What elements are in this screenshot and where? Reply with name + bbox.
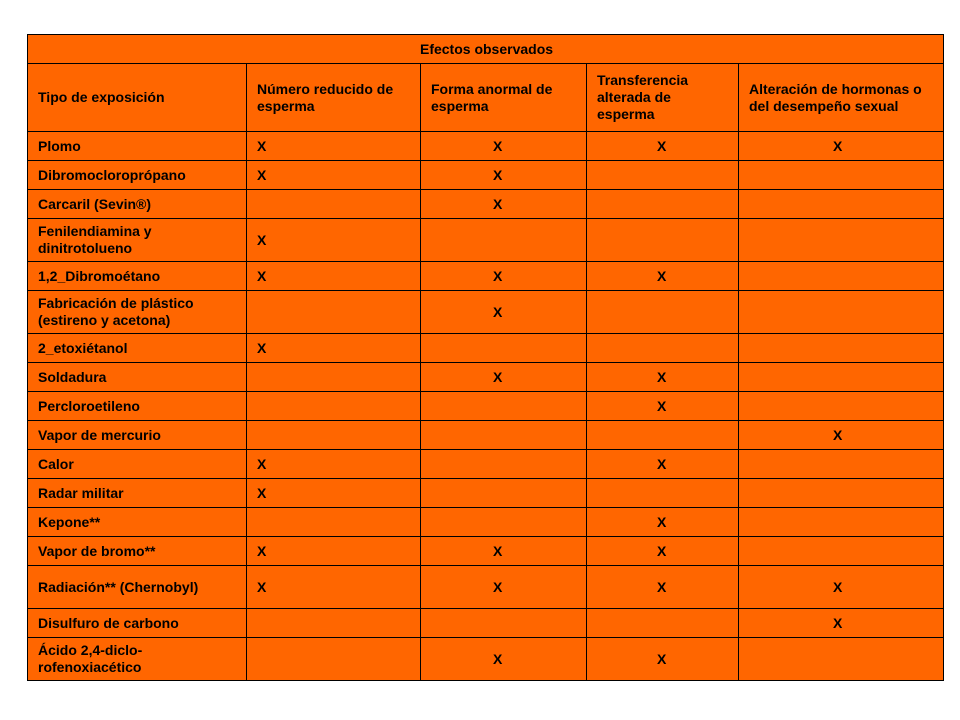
title-row — [28, 35, 944, 64]
effect-mark-cell: X — [247, 479, 421, 508]
table-title: Efectos observados — [28, 35, 944, 64]
table-row — [28, 609, 944, 638]
effect-mark-cell — [247, 392, 421, 421]
table-row — [28, 450, 944, 479]
effect-mark-cell — [247, 421, 421, 450]
effect-mark-cell: X — [421, 363, 587, 392]
header-reduced-sperm-count: Número reducido de esperma — [247, 64, 421, 132]
exposure-cell: Fabricación de plástico (estireno y acetona) — [28, 291, 247, 334]
exposure-cell: Percloroetileno — [28, 392, 247, 421]
table-row — [28, 262, 944, 291]
effect-mark-cell: X — [247, 132, 421, 161]
effect-mark-cell: X — [587, 537, 739, 566]
effect-mark-cell — [247, 638, 421, 681]
effect-mark-cell: X — [739, 566, 944, 609]
exposure-cell: 2_etoxiétanol — [28, 334, 247, 363]
exposure-cell: Ácido 2,4-diclo-rofenoxiacético — [28, 638, 247, 681]
exposure-cell: Disulfuro de carbono — [28, 609, 247, 638]
effect-mark-cell — [247, 291, 421, 334]
table-row — [28, 291, 944, 334]
effect-mark-cell: X — [587, 392, 739, 421]
effect-mark-cell: X — [247, 161, 421, 190]
effect-mark-cell — [739, 479, 944, 508]
effect-mark-cell — [587, 334, 739, 363]
effect-mark-cell: X — [587, 566, 739, 609]
effect-mark-cell — [587, 421, 739, 450]
exposure-cell: Radar militar — [28, 479, 247, 508]
effect-mark-cell — [421, 508, 587, 537]
effect-mark-cell: X — [421, 132, 587, 161]
effect-mark-cell: X — [421, 638, 587, 681]
effect-mark-cell — [421, 219, 587, 262]
table-row — [28, 161, 944, 190]
effect-mark-cell: X — [587, 132, 739, 161]
effect-mark-cell: X — [247, 219, 421, 262]
exposure-cell: Fenilendiamina y dinitrotolueno — [28, 219, 247, 262]
exposure-cell: Carcaril (Sevin®) — [28, 190, 247, 219]
effect-mark-cell — [587, 479, 739, 508]
exposure-cell: Dibromocloroprópano — [28, 161, 247, 190]
effect-mark-cell: X — [587, 363, 739, 392]
effect-mark-cell — [421, 392, 587, 421]
table-row — [28, 479, 944, 508]
exposure-cell: Vapor de mercurio — [28, 421, 247, 450]
effect-mark-cell: X — [587, 262, 739, 291]
effect-mark-cell: X — [739, 132, 944, 161]
effect-mark-cell — [739, 508, 944, 537]
effect-mark-cell: X — [421, 537, 587, 566]
effects-table — [27, 34, 944, 681]
effect-mark-cell: X — [247, 262, 421, 291]
effect-mark-cell — [421, 450, 587, 479]
effect-mark-cell — [739, 638, 944, 681]
exposure-cell: Kepone** — [28, 508, 247, 537]
header-altered-sperm-transfer: Transferencia alterada de esperma — [587, 64, 739, 132]
table-row — [28, 638, 944, 681]
effect-mark-cell — [587, 291, 739, 334]
effect-mark-cell — [739, 392, 944, 421]
effect-mark-cell — [739, 291, 944, 334]
exposure-cell: Calor — [28, 450, 247, 479]
effect-mark-cell: X — [739, 609, 944, 638]
effect-mark-cell: X — [247, 537, 421, 566]
table-row — [28, 132, 944, 161]
table-body — [28, 35, 944, 681]
effect-mark-cell — [739, 450, 944, 479]
effect-mark-cell — [587, 219, 739, 262]
exposure-cell: 1,2_Dibromoétano — [28, 262, 247, 291]
effect-mark-cell: X — [739, 421, 944, 450]
effect-mark-cell — [247, 609, 421, 638]
effect-mark-cell: X — [587, 450, 739, 479]
table-row — [28, 334, 944, 363]
table-row — [28, 363, 944, 392]
exposure-cell: Plomo — [28, 132, 247, 161]
table-row — [28, 392, 944, 421]
table-row — [28, 537, 944, 566]
effect-mark-cell — [587, 161, 739, 190]
effect-mark-cell — [739, 363, 944, 392]
effect-mark-cell: X — [421, 190, 587, 219]
table-row — [28, 566, 944, 609]
effect-mark-cell: X — [247, 566, 421, 609]
header-hormone-alteration: Alteración de hormonas o del desempeño sexual — [739, 64, 944, 132]
effect-mark-cell — [739, 537, 944, 566]
exposure-cell: Radiación** (Chernobyl) — [28, 566, 247, 609]
effect-mark-cell: X — [421, 262, 587, 291]
effect-mark-cell — [247, 508, 421, 537]
effect-mark-cell — [739, 190, 944, 219]
effect-mark-cell: X — [421, 161, 587, 190]
effect-mark-cell — [421, 479, 587, 508]
exposure-cell: Vapor de bromo** — [28, 537, 247, 566]
effect-mark-cell — [739, 219, 944, 262]
effect-mark-cell: X — [587, 638, 739, 681]
table-row — [28, 219, 944, 262]
effect-mark-cell — [421, 334, 587, 363]
exposure-cell: Soldadura — [28, 363, 247, 392]
effect-mark-cell — [739, 262, 944, 291]
effect-mark-cell — [587, 190, 739, 219]
effect-mark-cell — [247, 190, 421, 219]
table-row — [28, 508, 944, 537]
effect-mark-cell: X — [247, 450, 421, 479]
table-row — [28, 190, 944, 219]
effect-mark-cell — [421, 609, 587, 638]
effect-mark-cell — [739, 161, 944, 190]
effect-mark-cell: X — [247, 334, 421, 363]
effect-mark-cell: X — [587, 508, 739, 537]
header-row — [28, 64, 944, 132]
table-row — [28, 421, 944, 450]
effect-mark-cell — [587, 609, 739, 638]
header-abnormal-sperm-shape: Forma anormal de esperma — [421, 64, 587, 132]
effect-mark-cell — [247, 363, 421, 392]
effect-mark-cell — [421, 421, 587, 450]
effect-mark-cell: X — [421, 566, 587, 609]
header-exposure-type: Tipo de exposición — [28, 64, 247, 132]
effect-mark-cell — [739, 334, 944, 363]
effect-mark-cell: X — [421, 291, 587, 334]
